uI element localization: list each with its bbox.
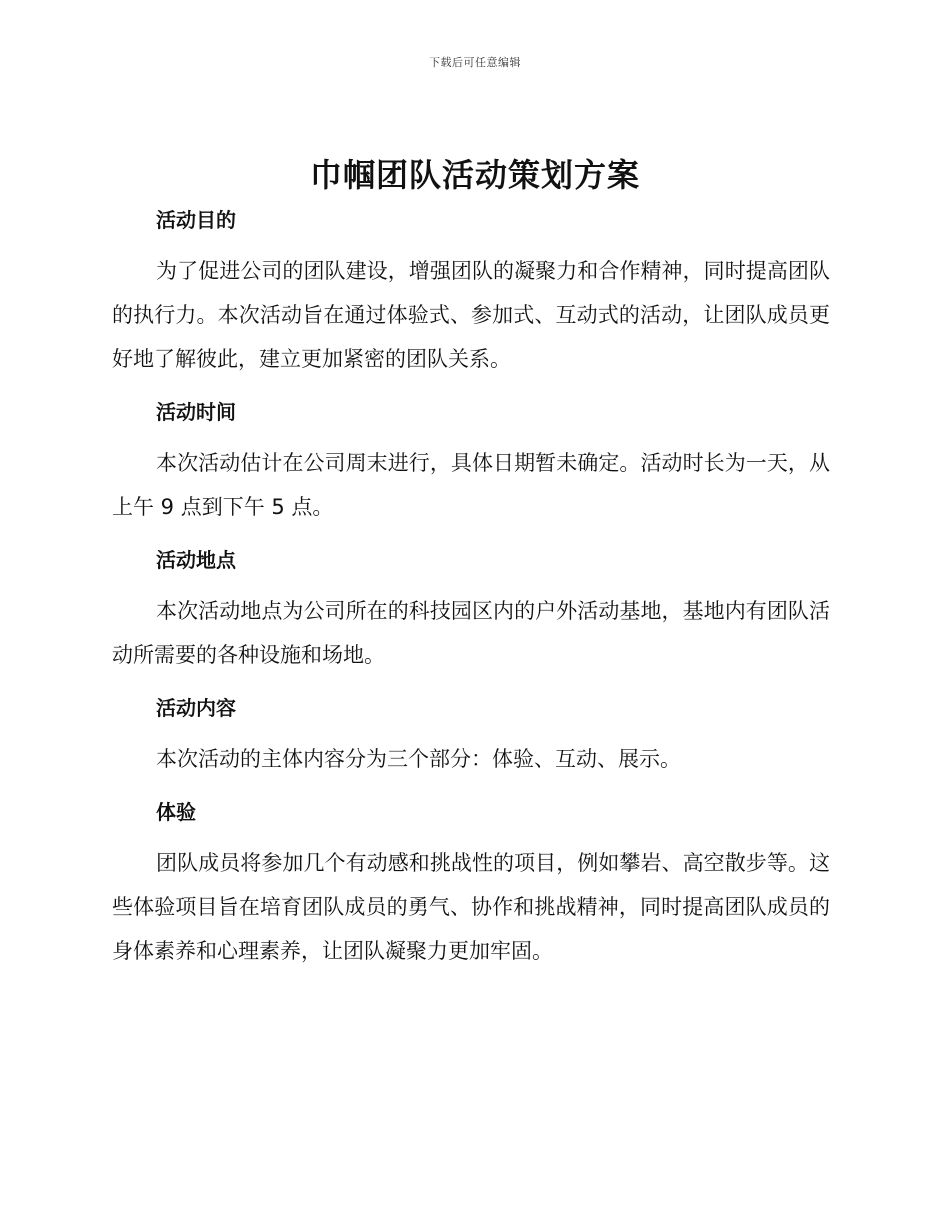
section-purpose bbox=[112, 205, 830, 381]
section-heading: 活动时间 bbox=[156, 400, 236, 424]
section-heading: 活动目的 bbox=[156, 208, 236, 232]
document-title: 巾帼团队活动策划方案 bbox=[309, 156, 640, 194]
section-paragraph: 为了促进公司的团队建设，增强团队的凝聚力和合作精神，同时提高团队的执行力。本次活动旨在通过体验式、参加式、互动式的活动，让团队成员更好地了解彼此，建立更加紧密的团队关系。 bbox=[112, 259, 830, 371]
document-content bbox=[112, 205, 830, 989]
page-header-note: 下载后可任意编辑 bbox=[429, 56, 521, 69]
section-paragraph: 本次活动的主体内容分为三个部分：体验、互动、展示。 bbox=[156, 747, 681, 771]
section-heading: 活动地点 bbox=[156, 548, 236, 572]
section-heading: 活动内容 bbox=[156, 696, 236, 720]
section-experience bbox=[112, 797, 830, 973]
section-heading: 体验 bbox=[156, 800, 196, 824]
section-time bbox=[112, 397, 830, 529]
section-paragraph: 本次活动估计在公司周末进行，具体日期暂未确定。活动时长为一天，从上午 9 点到下午 5 点。 bbox=[112, 451, 830, 519]
section-paragraph: 本次活动地点为公司所在的科技园区内的户外活动基地，基地内有团队活动所需要的各种设施和场地。 bbox=[112, 599, 830, 667]
section-location bbox=[112, 545, 830, 677]
section-content bbox=[112, 693, 830, 781]
section-paragraph: 团队成员将参加几个有动感和挑战性的项目，例如攀岩、高空散步等。这些体验项目旨在培育团队成员的勇气、协作和挑战精神，同时提高团队成员的身体素养和心理素养，让团队凝聚力更加牢固。 bbox=[112, 851, 830, 963]
